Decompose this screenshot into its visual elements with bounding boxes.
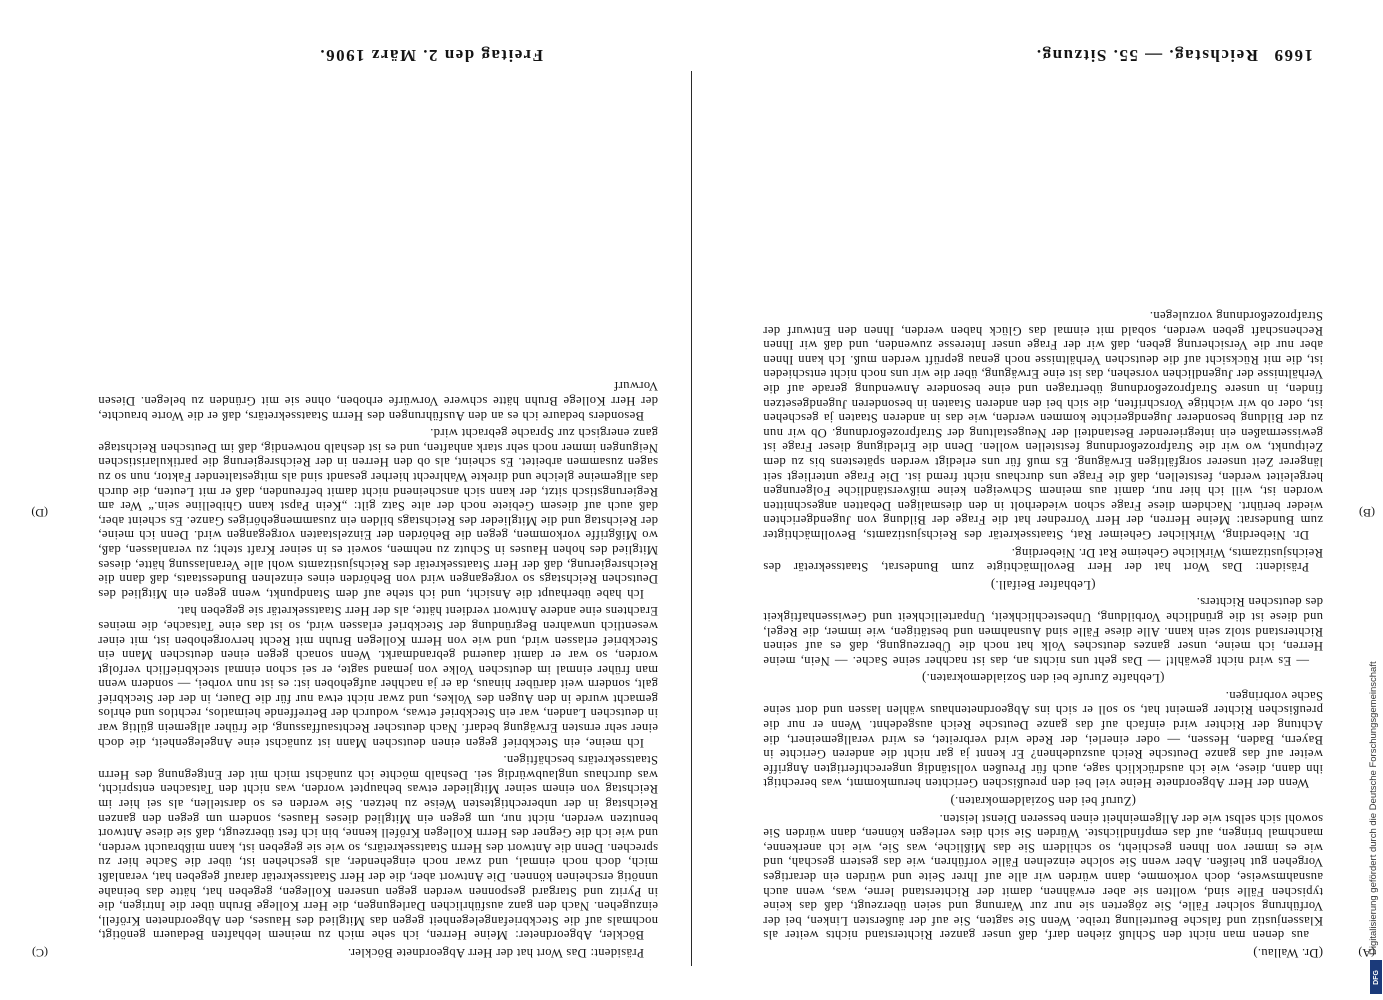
paragraph: aus denen man nicht den Schluß ziehen darf, daß unser ganzer Richterstand nichts weiter als Klassenjustiz und falsche Beurteilung treibe. Wenn Sie sagten, Sie auf der äußersten Linken, bei der Vorführung solcher Fälle, Sie zögerten sie nur zur Warnung und seien überzeugt, daß das keine typischen Fälle sind, wollten sie aber erwähnen, damit der Richterstand lerne, was, wenn auch ausnahmsweise, doch vorkomme, dann würden wir alle auf Ihrer Seite und würden ein derartiges Vorgehen gut heißen. Aber wenn Sie solche einzelnen Fälle vorführen, wie das gestern geschah, und wie es immer von Ihnen geschieht, so schildern Sie das Mißliche, was Sie, wie ich anerkenne, manchmal bringen, auf das empfindlichste. Würden Sie sich dies verlegen können, dann würden Sie sowohl sich selbst wie der Allgemeinheit einen besseren Dienst leisten. [763,811,1323,943]
paragraph: Besonders bedaure ich es an den Ausführungen des Herrn Staatssekretärs, daß er die Worte brauchte, der Herr Kollege Bruhn hätte schwere Vorwürfe erhoben, ohne sie mit Gründen zu belegen. Diesen Vorwurf [98,379,658,423]
margin-marker-b: (B) [1359,506,1375,520]
paragraph: Ich habe überhaupt die Ansicht, und ich stehe auf dem Standpunkt, wenn gegen ein Mitglied des Deutschen Reichstags so vorgegangen wird von Behörden eines einzelnen Bundesstaats, daß dann die Reichsregierung, daß der Herr Staatssekretär des Reichsjustizamts wohl alle Veranlassung hätte, dieses Mitglied des hohen Hauses in Schutz zu nehmen, soweit es in seiner Kraft steht; zu veranlassen, daß, wo Mißgriffe vorkommen, gegen die Behörden der Einzelstaaten vorgegangen wird. Denn ich meine, der Reichstag und die Mitglieder des Reichstags bilden ein zusammengehöriges Ganze. Es scheint aber, daß auch auf diesem Gebiete noch der alte Satz gilt: „Kein Papst kann Ghibelline sein.“ Wer am Regierungstisch sitzt, der kann sich anscheinend nicht damit befreunden, daß er mit Leuten, die durch das allgemeine gleiche und direkte Wahlrecht hierher gesandt sind als mitgestaltender Faktor, nun so zu sagen zusammen arbeitet. Es scheint, als ob den Herren in der Reichsregierung die partikularistischen Neigungen immer noch sehr stark anhaften, und es ist deshalb notwendig, daß im Deutschen Reichstage ganz energisch zur Sprache gebracht wird. [98,426,658,601]
dfg-logo: DFG [1370,960,1382,994]
margin-marker-d: (D) [31,506,48,520]
paragraph: Ich meine, ein Steckbrief gegen einen deutschen Mann ist zunächst eine Angelegenheit, die doch einer sehr ernsten Erwägung bedarf. Nach deutscher Rechtsauffassung, die früher allgemein gültig war in deutschen Landen, war ein Steckbrief etwas, wodurch der Betreffende heimatlos, rechtlos und ehrlos gemacht wurde in den Augen des Volkes, und zwar nicht etwa nur für die Dauer, in der der Steckbrief galt, sondern weit darüber hinaus, da er ja nachher aufgehoben ist: es ist nun vorbei, — sondern wenn man früher einmal im deutschen Volke von jemand sagte, er sei schon einmal steckbrieflich verfolgt worden, so war er damit dauernd gebrandmarkt. Wenn sonach gegen einen deutschen Mann ein Steckbrief erlassen wird, und wie von Herrn Kollegen Bruhn mit Recht hervorgehoben ist, mit einer wesentlich unwahren Begründung der Steckbrief erlassen wird, so ist das eine Tatsache, die meines Erachtens eine andere Antwort verdient hätte, als der Herr Staatssekretär sie gegeben hat. [98,604,658,750]
right-text-column [98,75,658,960]
interjection: (Lebhafte Zurufe bei den Sozialdemokraten.) [921,671,1165,686]
paragraph: — Es wird nicht gewählt! — Das geht uns nichts an, das ist nachher seine Sache. — Nein, meine Herren, ich meine, unser ganzes deutsches Volk hat noch die Überzeugung, daß es auf seinen Richterstand stolz sein kann. Alle diese Fälle sind Ausnahmen und bestätigen, wie immer, die Regel, und diese ist die gründliche Vorbildung, Unbestechlichkeit, Unparteilichkeit und Gewissenhaftigkeit des deutschen Richters. [763,595,1323,668]
margin-marker-a: (A) [1358,946,1375,960]
interjection: (Lebhafter Beifall.) [990,577,1096,592]
paragraph: Dr. Nieberding, Wirklicher Geheimer Rat, Staatssekretär des Reichsjustizamts, Bevollmächtigter zum Bundesrat: Meine Herren, der Herr Vorredner hat die Frage der Bildung von Jugendgerichten wieder berührt. Nachdem diese Frage schon wiederholt in den diesmaligen Debatten angeschnitten worden ist, will ich hier nur, damit aus meinem Schweigen keine mißverständliche Folgerungen hergeleitet werden, feststellen, daß die Frage uns durchaus nicht fremd ist. Die Frage unterliegt seit längerer Zeit unserer sorgfältigen Erwägung. Es muß für uns erledigt werden spätestens bis zu dem Zeitpunkt, wo wir die Strafprozeßordnung feststellen wollen. Denn die Erledigung dieser Frage ist gewissermaßen ein integrierender Bestandteil der Neugestaltung der Strafprozeßordnung. Ob wir nun zu der Bildung besonderer Jugendgerichte kommen werden, wie das in anderen Staaten ja geschehen ist, oder ob wir wichtige Vorschriften, die sich bei den anderen Staaten in besonderen Jugendgesetzen finden, in unsere Strafprozeßordnung übertragen und eine besondere Anwendung gerade auf die Verhältnisse der Jugendlichen vorsehen, das ist eine Erwägung, über die wir uns noch nicht entschieden ist, die mit Rücksicht auf die deutschen Verhältnisse noch genau geprüft werden muß. Ich kann Ihnen aber nur die Versicherung geben, daß wir der Frage unser Interesse zuwenden, und daß wir Ihnen Rechenschaft geben werden, sobald mit einmal das Glück haben werden, Ihnen den Entwurf der Strafprozeßordnung vorzulegen. [763,309,1323,542]
page-header [70,37,1313,65]
page-number: 1669 [1273,46,1313,65]
interjection: (Zuruf bei den Sozialdemokraten.) [950,794,1136,809]
speaker-reference: (Dr. Wallau.) [1252,946,1323,960]
paragraph: Böckler, Abgeordneter: Meine Herren, ich sehe mich zu meinem lebhaften Bedauern genötigt, nochmals auf die Steckbriefangelegenheit gegen das Mitglied des Hauses, den Abgeordneten Kröfell, einzugehen. Nach den ganz ausführlichen Darlegungen, die Herr Kollege Bruhn über die Intrigen, die in Pyritz und Stargard gesponnen werden gegen unseren Kollegen, gegeben hat, hätte das beinahe unnötig erscheinen können. Die Antwort aber, die der Herr Staatssekretär darauf gegeben hat, veranlaßt mich, doch noch einmal, und zwar noch eingehender, als geschehen ist, über die Sache hier zu sprechen. Denn die Antwort des Herrn Staatssekretärs, so wie sie gegeben ist, kann mißbraucht werden, und wie ich die Gegner des Herrn Kollegen Kröfell kenne, bin ich fest überzeugt, daß sie diese Antwort benutzen werden, nicht nur, um gegen ein Mitglied dieses Hauses, sondern um gegen den ganzen Reichstag in der unberechtigtesten Weise zu hetzen. Sie werden es so darstellen, als sei hier im Reichstag von einem seiner Mitglieder etwas behauptet worden, was nicht den Tatsachen entspricht, was durchaus unglaubwürdig sei. Deshalb möchte ich zunächst mich mit der Entgegnung des Herrn Staatssekretärs beschäftigen. [98,753,658,943]
header-left-title: Reichstag. — 55. Sitzung. [1035,46,1258,65]
column-divider [691,71,692,966]
president-statement: Präsident: Das Wort hat der Herr Bevollmächtigte zum Bundesrat, Staatssekretär des Reichsjustizamts, Wirkliche Geheime Rat Dr. Nieberding. [763,545,1323,575]
president-statement: Präsident: Das Wort hat der Herr Abgeordnete Böckler. [347,946,644,960]
left-text-column [763,75,1323,960]
digitization-note: Digitalisierung gefördert durch die Deutsche Forschungsgemeinschaft [1368,661,1379,955]
margin-marker-c: (C) [32,946,48,960]
paragraph: Wenn der Herr Abgeordnete Heine viel bei den preußischen Gerichten herumkommt, was berechtigt ihn dann, diese, wie ich ausdrücklich sage, auch für Preußen vollständig ungerechtfertigten Angriffe weiter auf das ganze Deutsche Reich auszudehnen? Er kennt ja gar nicht die anderen Gerichte in Bayern, Baden, Hessen, — oder einerlei, der Rede wird verbreitet, es wird verallgemeinert, die Achtung der Richter wird einfach auf das ganze Deutsche Reich ausgedehnt. Wenn er nur die preußischen Richter gemeint hat, so soll er sich ins Abgeordnetenhaus wählen lassen und dort seine Sache vorbringen. [763,688,1323,791]
header-right-title: Freitag den 2. März 1906. [318,46,543,65]
